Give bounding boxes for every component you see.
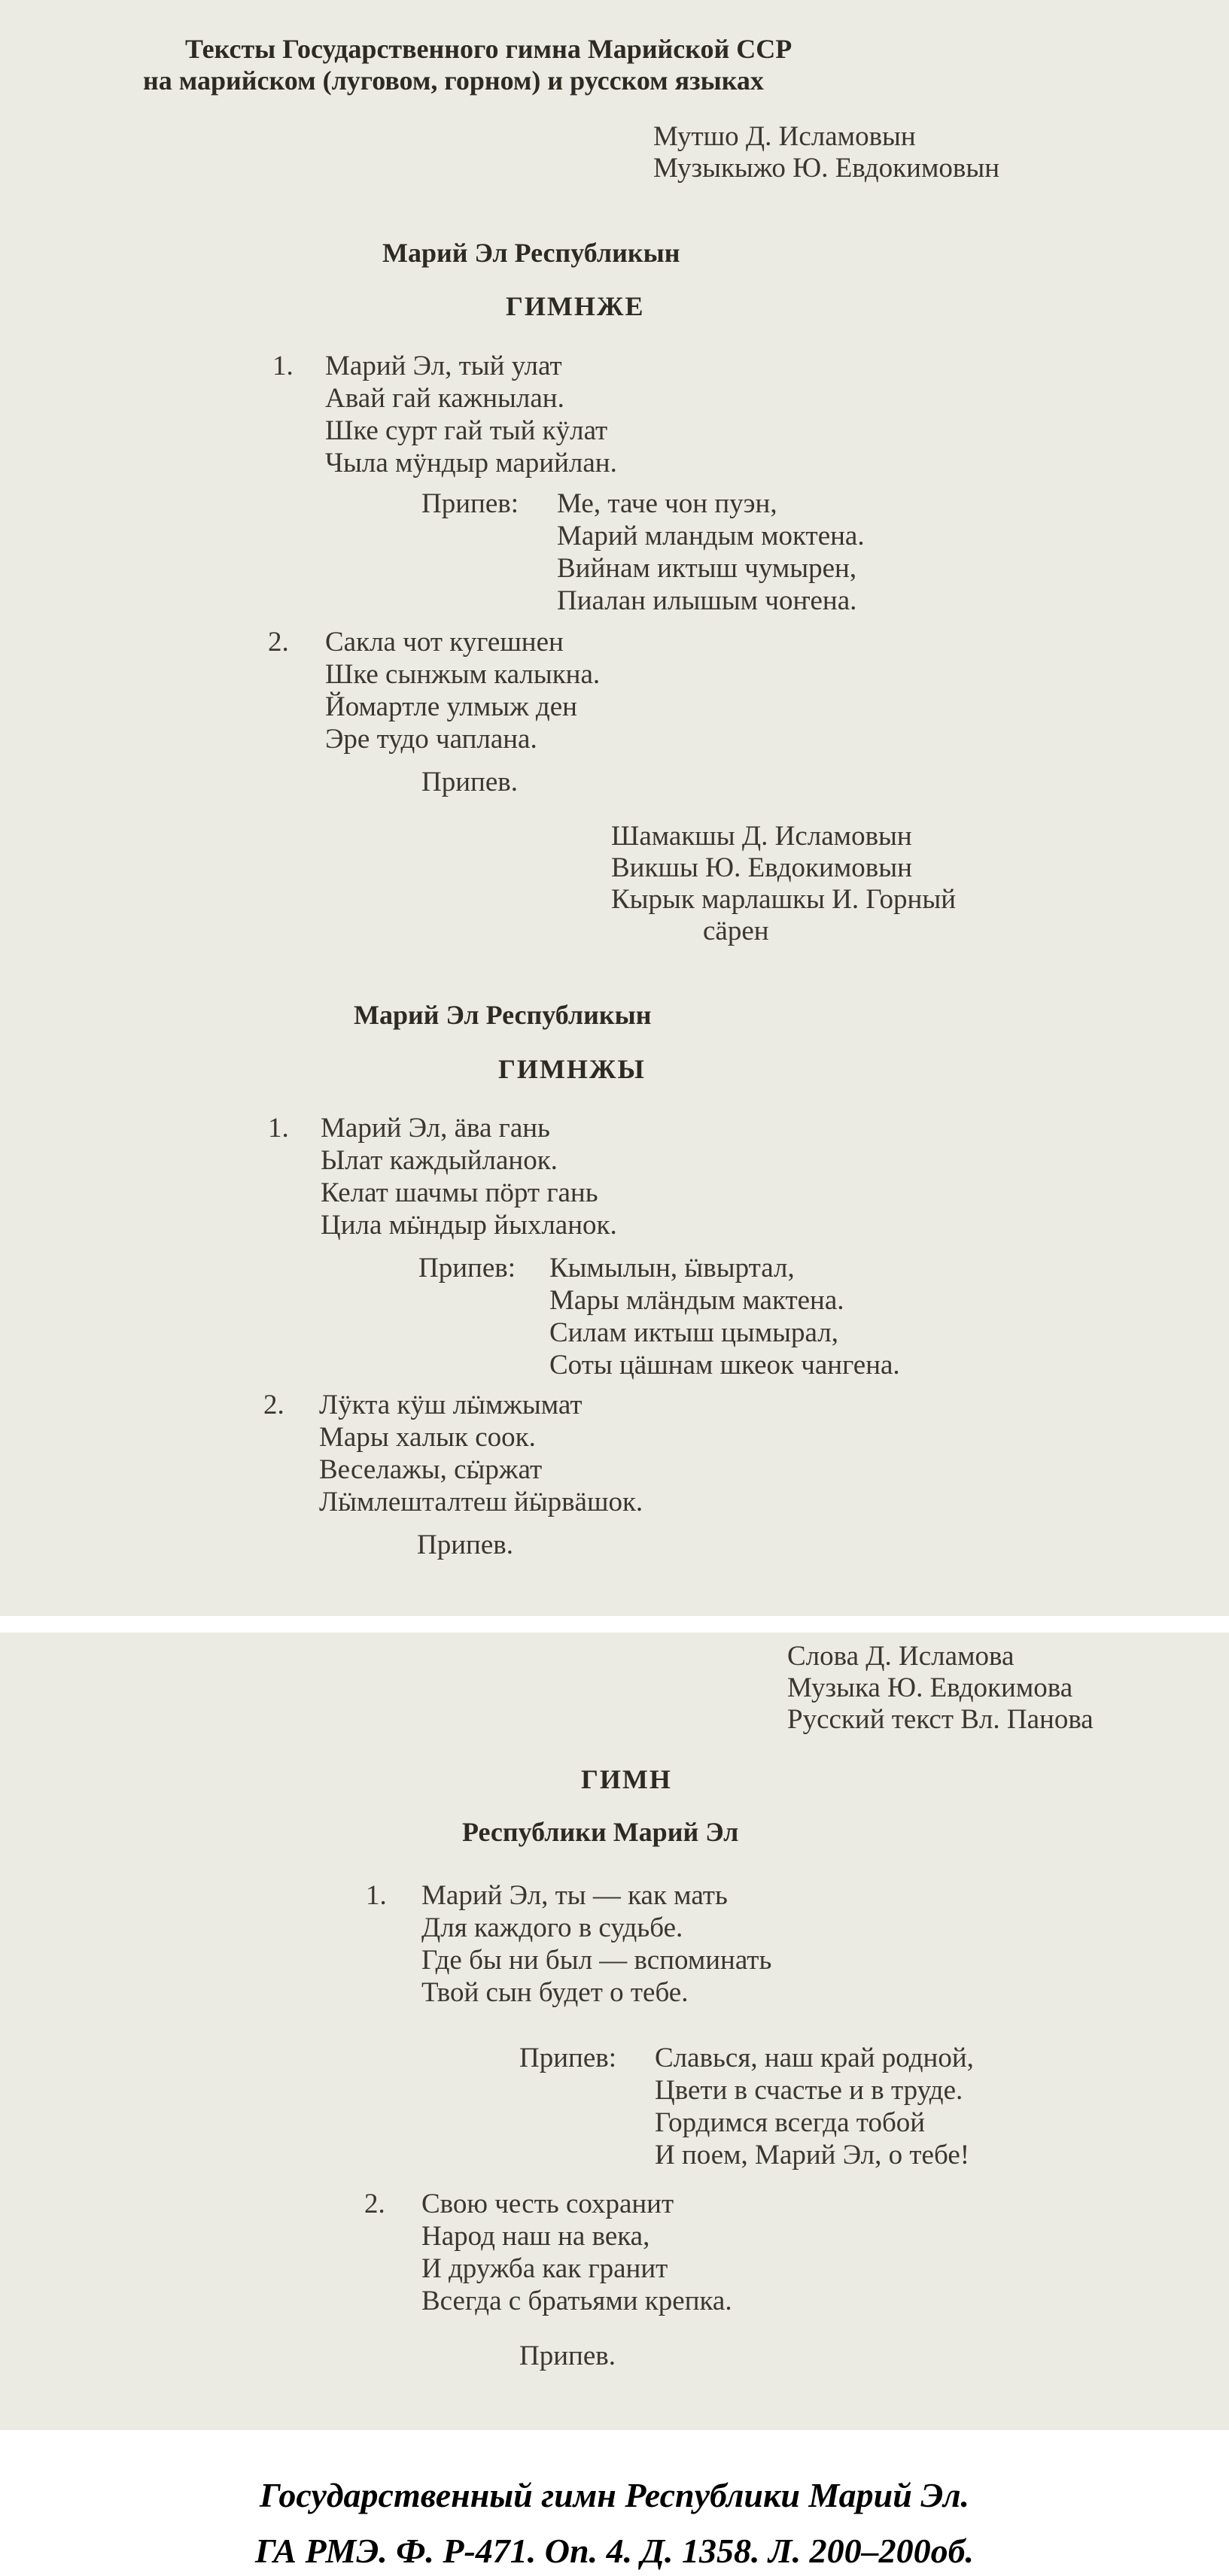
russian-title-2: Республики Марий Эл — [462, 1817, 739, 1847]
hill-verse2 — [319, 1389, 643, 1518]
refrain-line: Пиалан илышым чоҥена. — [557, 585, 857, 616]
refrain-line: Вийнам иктыш чумырен, — [557, 553, 857, 584]
verse-line: Мары халык соок. — [319, 1422, 536, 1453]
meadow-credit-words: Мутшо Д. Исламовын — [653, 121, 916, 152]
verse-line: Эре тудо чаплана. — [325, 724, 537, 755]
russian-credit-translation: Русский текст Вл. Панова — [787, 1704, 1094, 1735]
hill-credit-translation: Кырык марлашкы И. Горный — [611, 884, 957, 915]
meadow-refrain — [557, 488, 865, 617]
verse-line: Твой сын будет о тебе. — [421, 1977, 689, 2008]
russian-title-1: ГИМН — [581, 1764, 672, 1794]
verse-line: Лӱкта кӱш лӹмжымат — [319, 1390, 583, 1420]
russian-verse1-number: 1. — [366, 1880, 387, 1911]
meadow-refrain-label: Припев: — [421, 488, 519, 519]
verse-line: Свою честь сохранит — [421, 2189, 674, 2219]
meadow-verse2 — [325, 626, 600, 755]
refrain-line: Марий мландым моктена. — [557, 521, 865, 551]
russian-refrain-short: Припев. — [519, 2341, 616, 2371]
verse-line: Марий Эл, ӓва гань — [321, 1113, 550, 1144]
verse-line: Авай гай кажнылан. — [325, 383, 564, 414]
verse-line: Чыла мӱндыр марийлан. — [325, 448, 617, 478]
refrain-line: И поем, Марий Эл, о тебе! — [655, 2140, 970, 2170]
russian-credit-music: Музыка Ю. Евдокимова — [787, 1672, 1073, 1703]
russian-refrain-label: Припев: — [519, 2043, 616, 2073]
hill-title-1: Марий Эл Республикын — [354, 1000, 652, 1030]
russian-refrain — [655, 2042, 974, 2171]
verse-line: Шке сурт гай тый кӱлат — [325, 415, 608, 446]
refrain-line: Славься, наш край родной, — [655, 2043, 974, 2073]
russian-verse1 — [421, 1879, 771, 2009]
russian-credit-words: Слова Д. Исламова — [787, 1641, 1015, 1672]
russian-verse2-number: 2. — [364, 2189, 385, 2219]
verse-line: Всегда с братьями крепка. — [421, 2286, 732, 2316]
verse-line: Веселажы, сӹржат — [319, 1454, 543, 1485]
document-heading-line2: на марийском (луговом, горном) и русском языках — [143, 65, 764, 96]
refrain-line: Кымылын, ӹвыртал, — [549, 1253, 795, 1283]
verse-line: И дружба как гранит — [421, 2253, 668, 2284]
hill-verse1-number: 1. — [268, 1113, 289, 1144]
verse-line: Йомартле улмыж ден — [325, 691, 577, 722]
verse-line: Лӹмлешталтеш йӹрвӓшок. — [319, 1487, 643, 1517]
caption-title: Государственный гимн Республики Марий Эл. — [259, 2476, 970, 2514]
refrain-line: Силам иктыш цымырал, — [549, 1317, 838, 1348]
hill-refrain — [549, 1252, 900, 1381]
verse-line: Келат шачмы пӧрт гань — [321, 1177, 598, 1208]
russian-verse2 — [421, 2188, 732, 2317]
meadow-title-1: Марий Эл Республикын — [382, 238, 680, 268]
hill-refrain-label: Припев: — [418, 1253, 516, 1283]
hill-credit-translation-cont: сӓрен — [703, 916, 769, 946]
page-separator — [0, 1616, 1229, 1633]
refrain-line: Ме, таче чон пуэн, — [557, 488, 777, 519]
hill-title-2: ГИМНЖЫ — [498, 1054, 646, 1084]
meadow-verse1 — [325, 350, 617, 479]
hill-credit-music: Викшы Ю. Евдокимовын — [611, 852, 912, 883]
caption-archive-reference: ГА РМЭ. Ф. Р-471. Оп. 4. Д. 1358. Л. 200–200об. — [254, 2532, 975, 2570]
meadow-verse2-number: 2. — [268, 627, 289, 658]
verse-line: Ылат каждыйланок. — [321, 1145, 558, 1176]
verse-line: Где бы ни был — вспоминать — [421, 1945, 772, 1976]
hill-verse1 — [321, 1112, 617, 1241]
document-heading-line1: Тексты Государственного гимна Марийской ССР — [185, 34, 792, 64]
meadow-refrain-short: Припев. — [421, 767, 518, 797]
verse-line: Марий Эл, тый улат — [325, 351, 562, 381]
meadow-credit-music: Музыкыжо Ю. Евдокимовын — [653, 153, 1000, 184]
meadow-verse1-number: 1. — [272, 351, 294, 381]
verse-line: Цила мӹндыр йыхланок. — [321, 1210, 617, 1241]
verse-line: Для каждого в судьбе. — [421, 1912, 683, 1943]
hill-verse2-number: 2. — [263, 1390, 284, 1420]
refrain-line: Мары млӓндым мактена. — [549, 1285, 844, 1316]
refrain-line: Соты цӓшнам шкеок чангена. — [549, 1350, 900, 1381]
hill-credit-words: Шамакшы Д. Исламовын — [611, 821, 912, 852]
verse-line: Сакла чот кугешнен — [325, 627, 564, 658]
verse-line: Шке сынжым калыкна. — [325, 659, 601, 690]
meadow-title-2: ГИМНЖЕ — [506, 291, 645, 321]
refrain-line: Цвети в счастье и в труде. — [655, 2075, 963, 2106]
verse-line: Народ наш на века, — [421, 2221, 650, 2252]
refrain-line: Гордимся всегда тобой — [655, 2107, 926, 2138]
hill-refrain-short: Припев. — [417, 1530, 513, 1560]
verse-line: Марий Эл, ты — как мать — [421, 1880, 728, 1911]
